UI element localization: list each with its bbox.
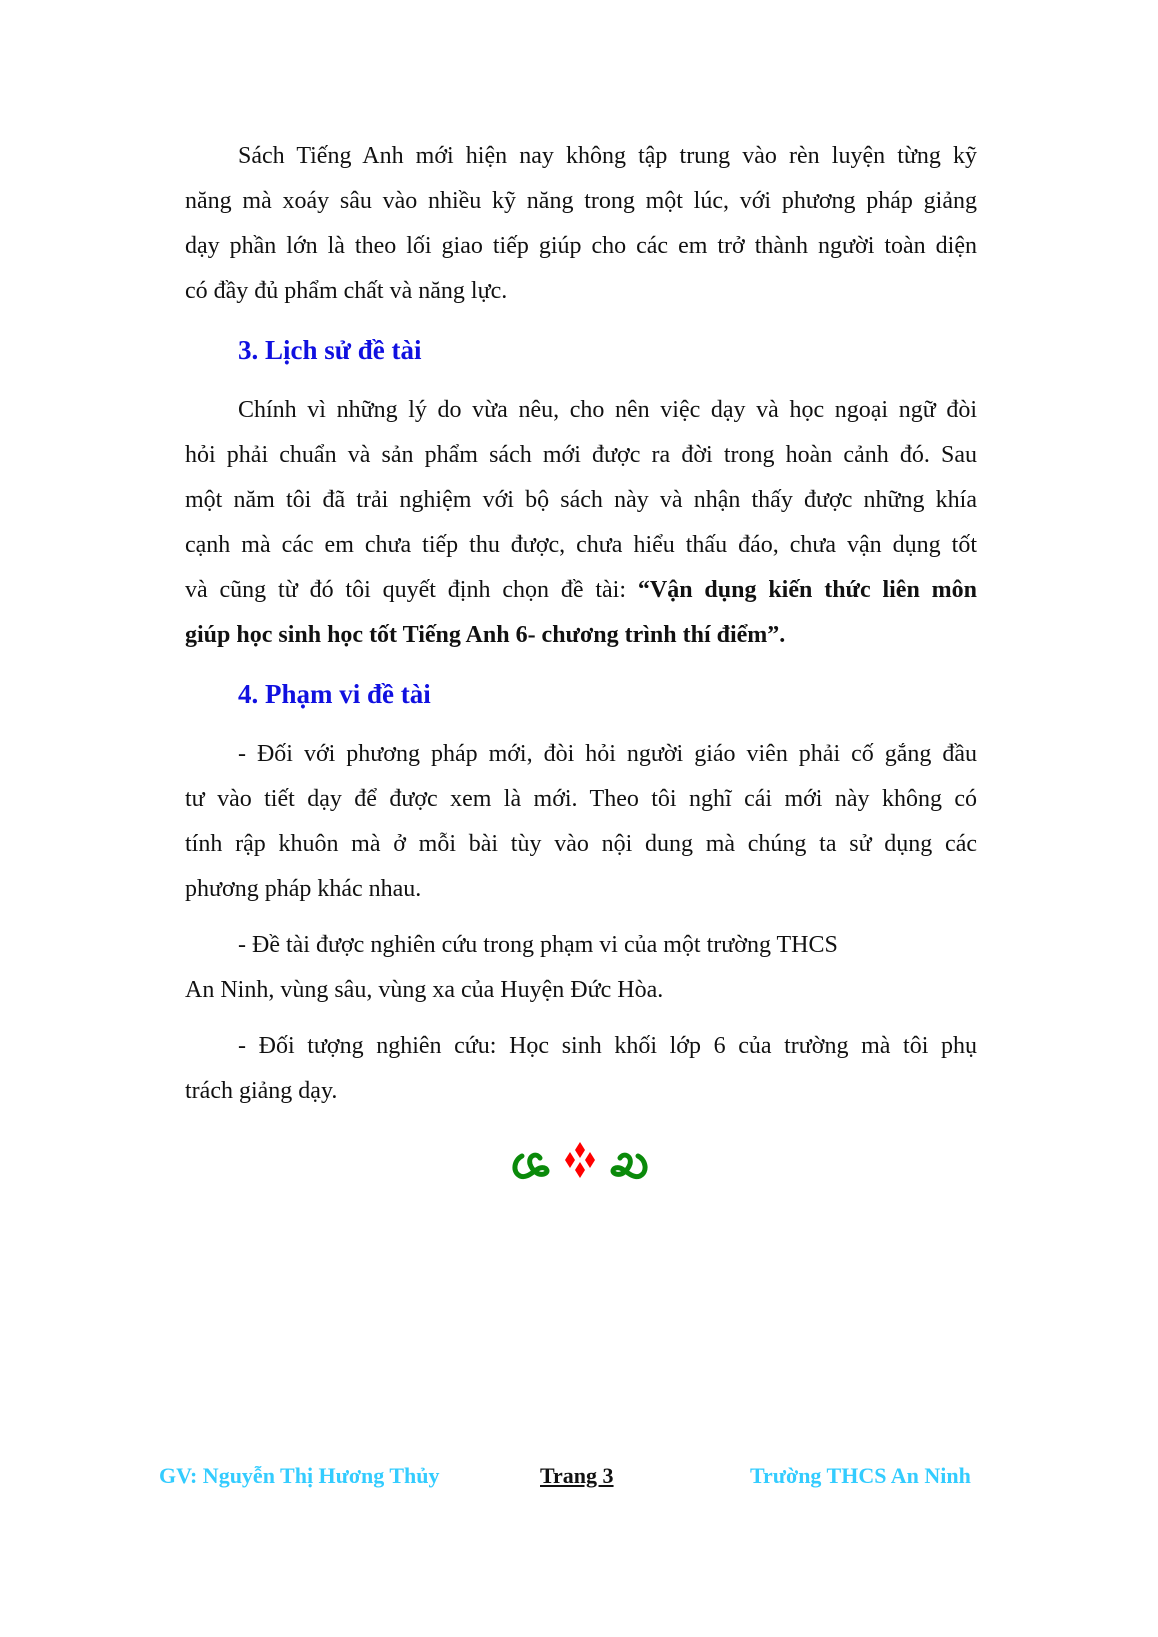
text-line: một năm tôi đã trải nghiệm với bộ sách này và nhận thấy được những khía [185, 487, 977, 513]
text-segment: và cũng từ đó tôi quyết định chọn đề tài: [185, 577, 638, 603]
text-line: tư vào tiết dạy để được xem là mới. Theo tôi nghĩ cái mới này không có [185, 786, 977, 812]
section-heading-4: 4. Phạm vi đề tài [238, 679, 431, 709]
section-heading-3: 3. Lịch sử đề tài [238, 335, 422, 365]
text-line: cạnh mà các em chưa tiếp thu được, chưa hiểu thấu đáo, chưa vận dụng tốt [185, 532, 977, 558]
paragraph-5 [185, 1024, 977, 1114]
paragraph-4 [185, 923, 977, 1013]
text-line: - Đề tài được nghiên cứu trong phạm vi của một trường THCS [238, 932, 838, 958]
text-line: dạy phần lớn là theo lối giao tiếp giúp cho các em trở thành người toàn diện [185, 233, 977, 259]
topic-title-bold: giúp học sinh học tốt Tiếng Anh 6- chương trình thí điểm”. [185, 622, 786, 648]
text-line: năng mà xoáy sâu vào nhiều kỹ năng trong một lúc, với phương pháp giảng [185, 188, 977, 214]
footer-page-number: Trang 3 [540, 1463, 614, 1488]
text-line: Chính vì những lý do vừa nêu, cho nên việc dạy và học ngoại ngữ đòi [238, 397, 977, 423]
paragraph-2 [185, 388, 977, 658]
text-line: - Đối tượng nghiên cứu: Học sinh khối lớp 6 của trường mà tôi phụ [238, 1033, 977, 1059]
text-line: phương pháp khác nhau. [185, 876, 422, 902]
paragraph-1 [185, 134, 977, 314]
text-line [185, 568, 977, 613]
text-line: trách giảng dạy. [185, 1078, 338, 1104]
text-line: hỏi phải chuẩn và sản phẩm sách mới được ra đời trong hoàn cảnh đó. Sau [185, 442, 977, 468]
topic-title-bold: “Vận dụng kiến thức liên môn [637, 577, 978, 603]
footer-teacher: GV: Nguyễn Thị Hương Thủy [159, 1463, 440, 1488]
text-line: An Ninh, vùng sâu, vùng xa của Huyện Đức Hòa. [185, 977, 664, 1003]
paragraph-3 [185, 732, 977, 912]
text-line: Sách Tiếng Anh mới hiện nay không tập trung vào rèn luyện từng kỹ [238, 143, 977, 169]
text-line: có đầy đủ phẩm chất và năng lực. [185, 278, 508, 304]
ornament-divider-icon [510, 1142, 650, 1182]
text-line: - Đối với phương pháp mới, đòi hỏi người giáo viên phải cố gắng đầu [238, 741, 977, 767]
footer-school: Trường THCS An Ninh [750, 1463, 971, 1488]
text-line: tính rập khuôn mà ở mỗi bài tùy vào nội dung mà chúng ta sử dụng các [185, 831, 977, 857]
